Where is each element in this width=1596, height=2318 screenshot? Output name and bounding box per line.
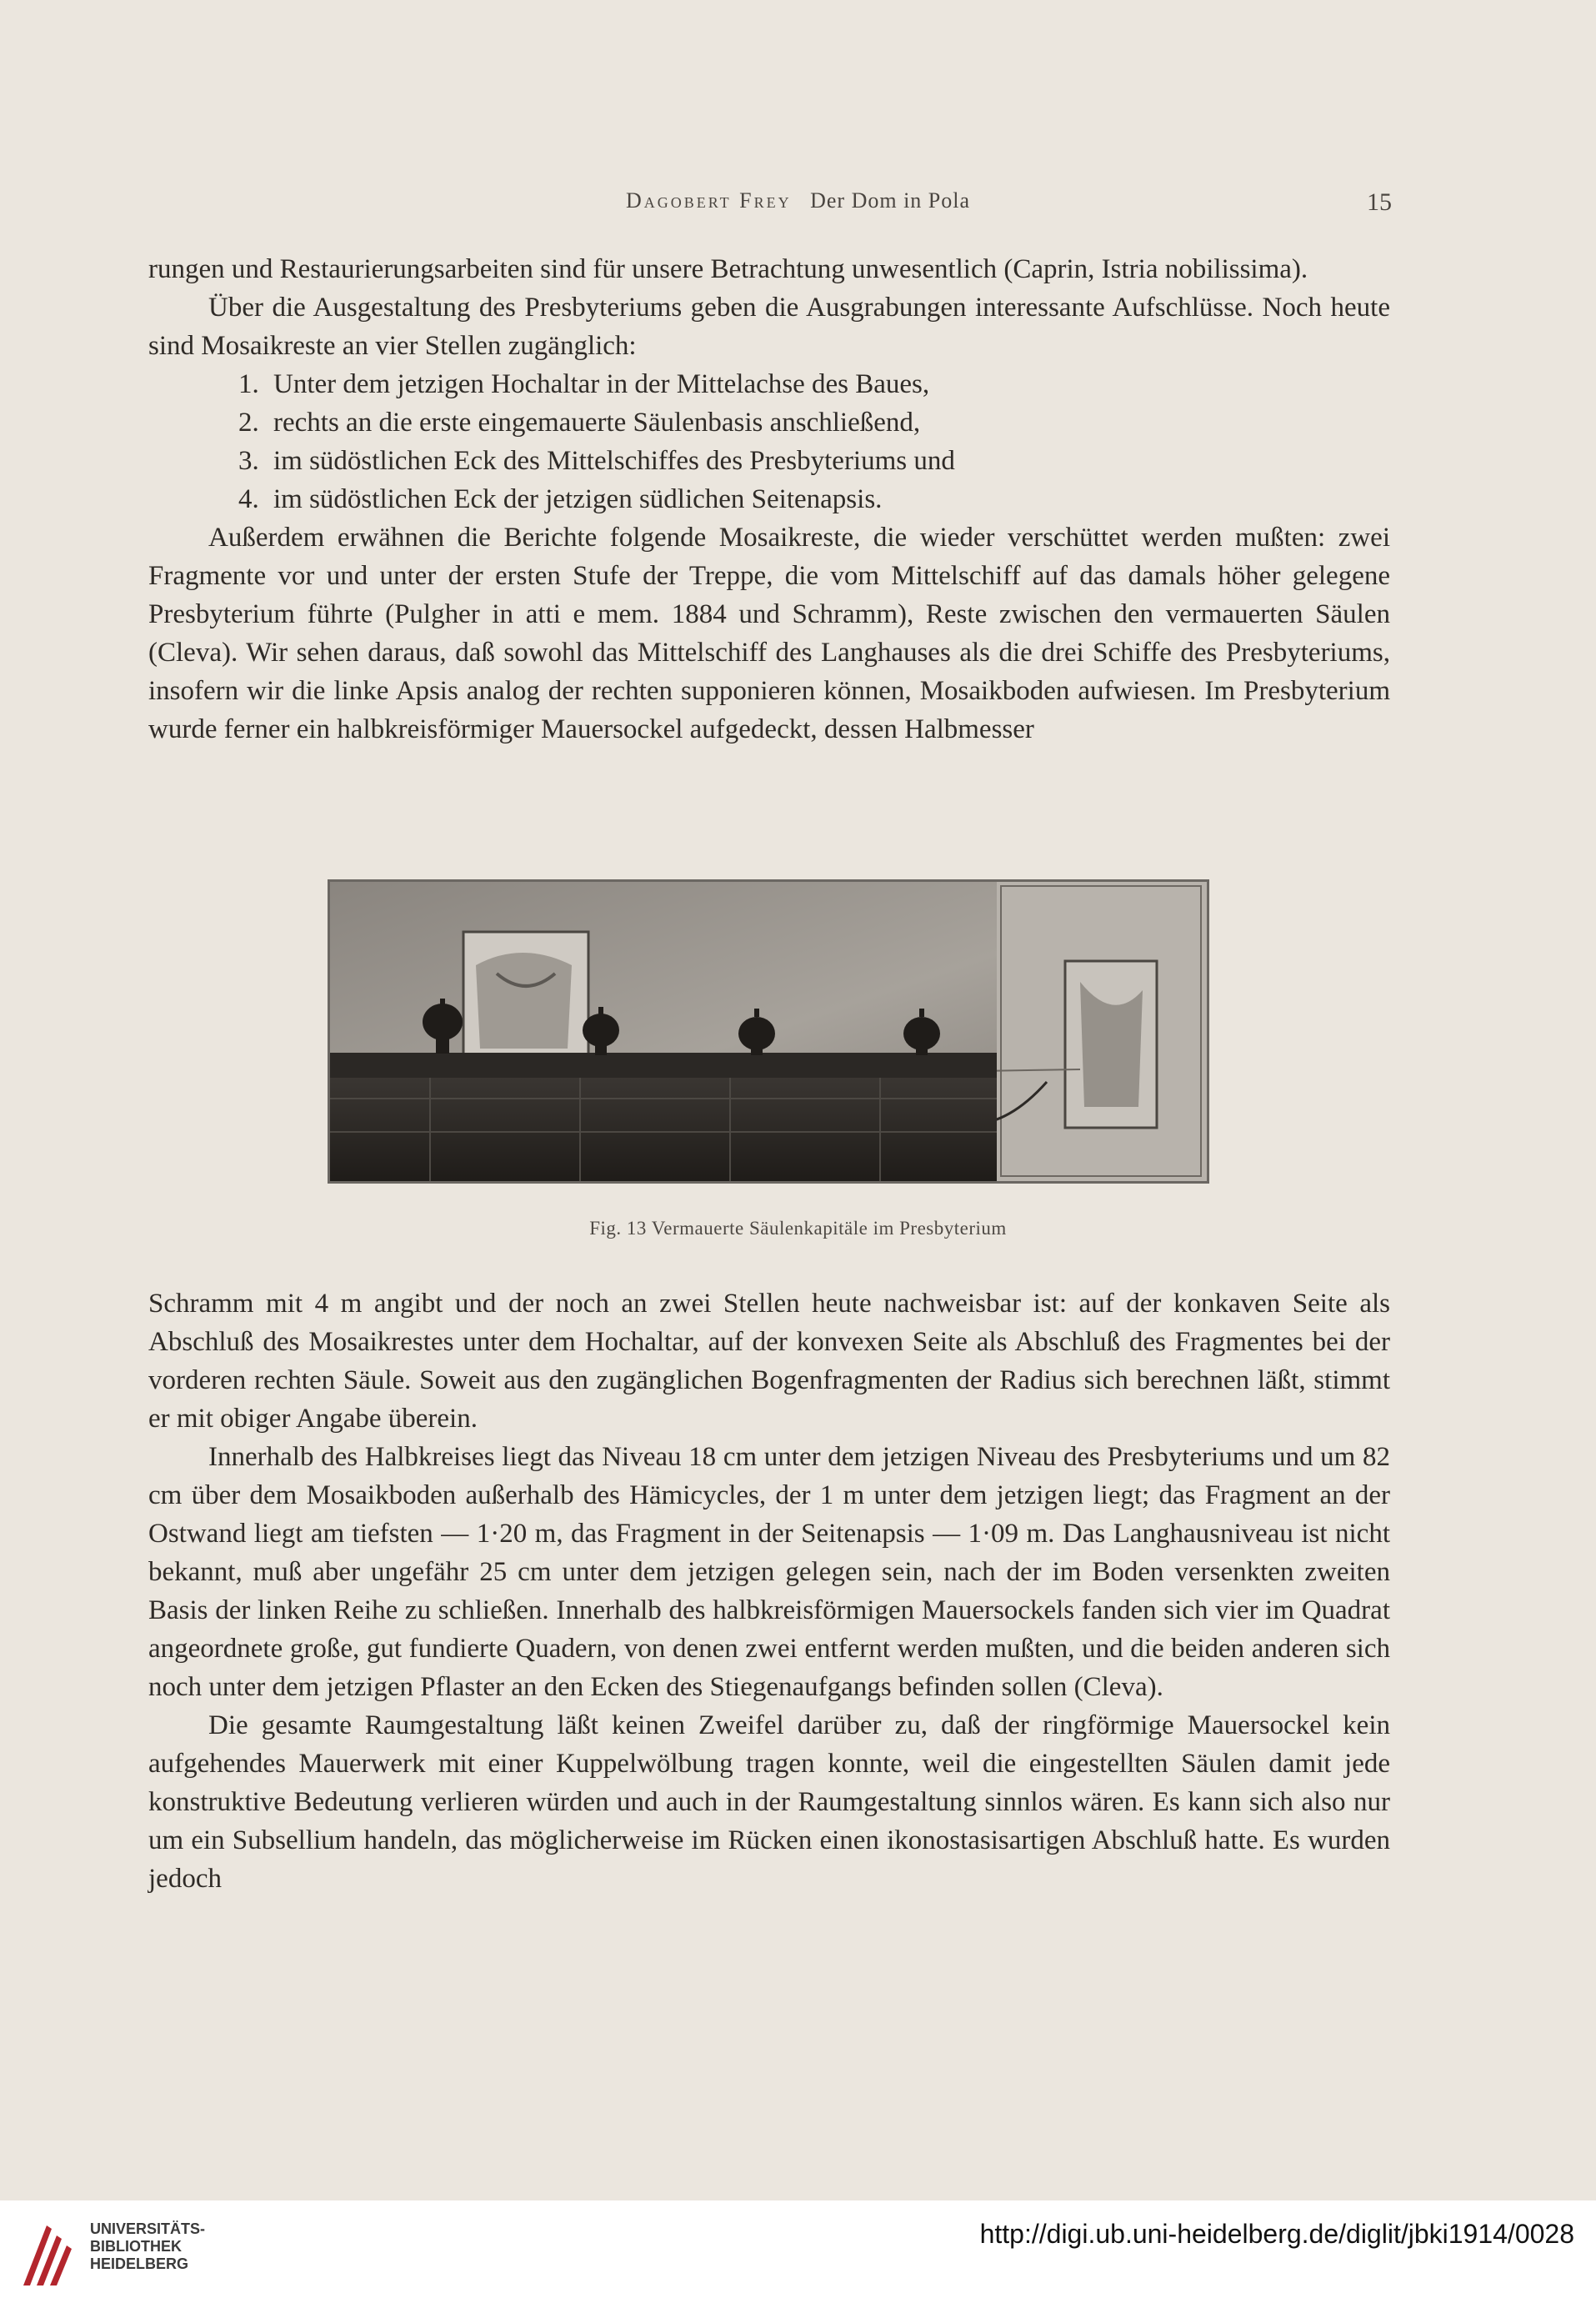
header-author: Dagobert Frey — [625, 188, 792, 213]
list-number: 3. — [238, 446, 259, 476]
library-name-line: HEIDELBERG — [90, 2255, 189, 2272]
library-name-line: BIBLIOTHEK — [90, 2238, 182, 2255]
paragraph-2: Über die Ausgestaltung des Presbyteriums geben die Ausgrabungen interessante Aufschlüsse. Noch heute sind Mosaikreste an vier Stellen zugänglich: — [148, 293, 1390, 361]
list-item — [148, 403, 1390, 442]
list-text: im südöstlichen Eck des Mittelschiffes des Presbyteriums und — [273, 446, 955, 476]
library-name-line: UNIVERSITÄTS- — [90, 2220, 206, 2237]
list-text: rechts an die erste eingemauerte Säulenbasis anschließend, — [273, 408, 921, 438]
list-number: 4. — [238, 484, 259, 514]
list-item — [148, 442, 1390, 480]
list-text: im südöstlichen Eck der jetzigen südlichen Seitenapsis. — [273, 484, 883, 514]
list-number: 1. — [238, 369, 259, 399]
list-item — [148, 480, 1390, 518]
body-text-top — [148, 250, 1390, 748]
page-number: 15 — [1367, 188, 1392, 216]
paragraph-3: Außerdem erwähnen die Berichte folgende Mosaikreste, die wieder verschüttet werden mußten: zwei Fragmente vor und unter der ersten Stufe der Treppe, die vom Mittelschiff auf das damals höher gelegene Presbyterium führte (Pulgher in atti e mem. 1884 und Schramm), Reste zwischen den vermauerten Säulen (Cleva). Wir sehen daraus, daß sowohl das Mittelschiff des Langhauses als die drei Schiffe des Presbyteriums, insofern wir die linke Apsis analog der rechten supponieren können, Mosaikboden aufwiesen. Im Presbyterium wurde ferner ein halbkreisförmiger Mauersockel aufgedeckt, dessen Halbmesser — [148, 523, 1390, 744]
figure-photograph — [328, 879, 1209, 1184]
paragraph-6: Die gesamte Raumgestaltung läßt keinen Zweifel darüber zu, daß der ringförmige Mauersockel kein aufgehendes Mauerwerk mit einer Kuppelwölbung tragen konnte, weil die eingestellten Säulen damit jede konstruktive Bedeutung verlieren würden und auch in der Raumgestaltung sinnlos wären. Es kann sich also nur um ein Subsellium handeln, das möglicherweise im Rücken einen ikonostasisartigen Abschluß hatte. Es wurden jedoch — [148, 1710, 1390, 1894]
running-head — [0, 188, 1596, 213]
list-text: Unter dem jetzigen Hochaltar in der Mittelachse des Baues, — [273, 369, 930, 399]
paragraph-1: rungen und Restaurierungsarbeiten sind für unsere Betrachtung unwesentlich (Caprin, Istria nobilissima). — [148, 254, 1308, 284]
paragraph-5: Innerhalb des Halbkreises liegt das Niveau 18 cm unter dem jetzigen Niveau des Presbyteriums und um 82 cm über dem Mosaikboden außerhalb des Hämicycles, der 1 m unter dem jetzigen liegt; das Fragment an der Ostwand liegt am tiefsten — 1·20 m, das Fragment in der Seitenapsis — 1·09 m. Das Langhausniveau ist nicht bekannt, muß aber ungefähr 25 cm unter dem jetzigen gelegen sein, nach der im Boden versenkten zweiten Basis der linken Reihe zu schließen. Innerhalb des halbkreisförmigen Mauersockels fanden sich vier im Quadrat angeordnete große, gut fundierte Quadern, von denen zwei entfernt werden mußten, und die beiden anderen sich noch unter dem jetzigen Pflaster an den Ecken des Stiegenaufgangs befinden sollen (Cleva). — [148, 1442, 1390, 1702]
figure-caption: Fig. 13 Vermauerte Säulenkapitäle im Presbyterium — [589, 1218, 1007, 1239]
header-title: Der Dom in Pola — [810, 188, 971, 213]
paragraph-4: Schramm mit 4 m angibt und der noch an zwei Stellen heute nachweisbar ist: auf der konkaven Seite als Abschluß des Mosaikrestes unter dem Hochaltar, auf der konvexen Seite als Abschluß des Fragmentes bei der vorderen rechten Säule. Soweit aus den zugänglichen Bogenfragmenten der Radius sich berechnen läßt, stimmt er mit obiger Angabe überein. — [148, 1289, 1390, 1434]
list-number: 2. — [238, 408, 259, 438]
photograph-image — [330, 882, 1207, 1181]
list-item — [148, 365, 1390, 403]
body-text-bottom — [148, 1284, 1390, 1898]
library-name — [90, 2220, 205, 2273]
library-logo-icon — [18, 2220, 77, 2290]
document-url-link[interactable]: http://digi.ub.uni-heidelberg.de/diglit/jbki1914/0028 — [979, 2219, 1574, 2249]
